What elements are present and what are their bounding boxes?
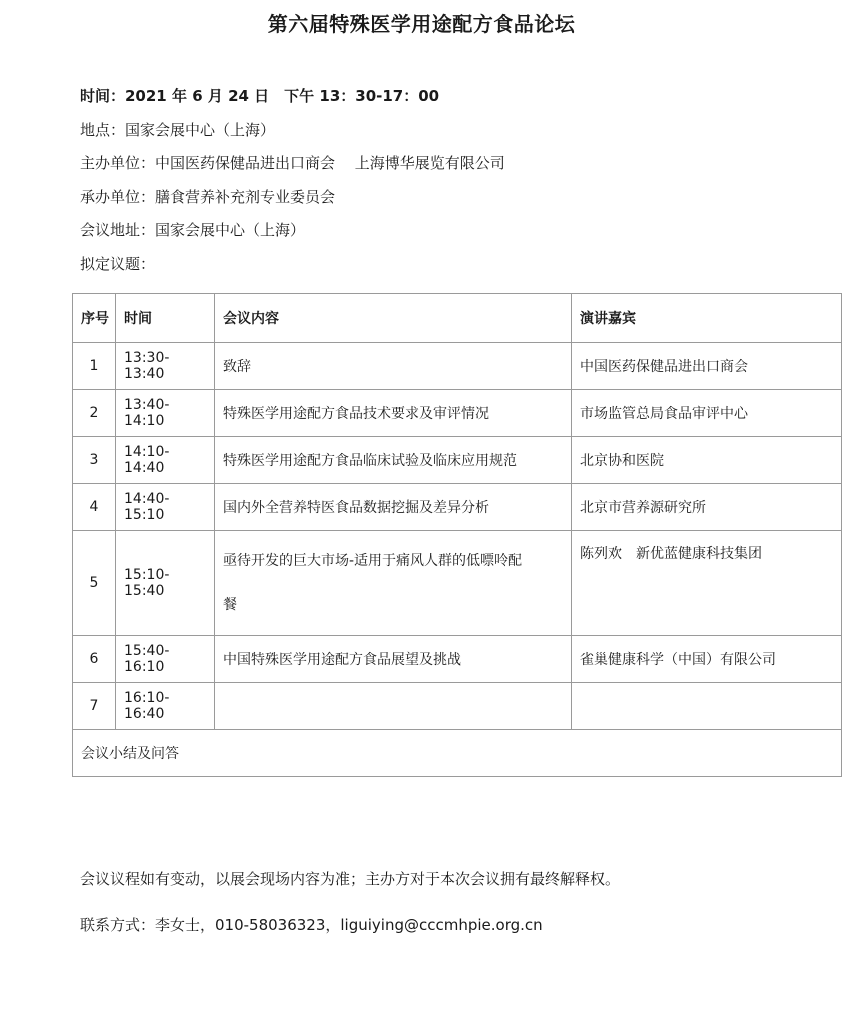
agenda-table: [72, 293, 842, 777]
row-time: 13:30-13:40: [116, 343, 215, 390]
table-row: [73, 636, 842, 683]
row-no: 5: [73, 531, 116, 636]
event-venue: 地点：国家会展中心（上海）: [80, 120, 276, 139]
event-time: 时间：2021 年 6 月 24 日 下午 13：30-17：00: [80, 87, 440, 105]
table-row: [73, 390, 842, 437]
header-speaker: 演讲嘉宾: [572, 294, 842, 343]
page-title: 第六届特殊医学用途配方食品论坛: [267, 12, 576, 36]
row-speaker: [572, 683, 842, 730]
table-row: [73, 437, 842, 484]
row-no: 1: [73, 343, 116, 390]
row-no: 6: [73, 636, 116, 683]
table-header-row: [73, 294, 842, 343]
row-speaker: 北京协和医院: [572, 437, 842, 484]
row-time: 13:40-14:10: [116, 390, 215, 437]
row-time: 16:10-16:40: [116, 683, 215, 730]
event-address: 会议地址：国家会展中心（上海）: [80, 221, 306, 239]
row-no: 7: [73, 683, 116, 730]
header-topic: 会议内容: [215, 294, 572, 343]
row-topic: 特殊医学用途配方食品技术要求及审评情况: [215, 390, 572, 437]
summary-row: [73, 730, 842, 777]
table-row: [73, 343, 842, 390]
row-speaker: 北京市营养源研究所: [572, 484, 842, 531]
event-info: [80, 86, 505, 287]
row-time: 15:10-15:40: [116, 531, 215, 636]
table-row: [73, 531, 842, 636]
row-topic: 国内外全营养特医食品数据挖掘及差异分析: [215, 484, 572, 531]
row-time: 14:10-14:40: [116, 437, 215, 484]
agenda-heading: 拟定议题：: [80, 254, 156, 273]
contact-info: 联系方式：李女士，010-58036323，liguiying@cccmhpie.org.cn: [80, 916, 543, 934]
row-no: 2: [73, 390, 116, 437]
row-topic: [215, 531, 572, 636]
row-topic-line: 餐: [223, 597, 237, 613]
row-topic: 中国特殊医学用途配方食品展望及挑战: [215, 636, 572, 683]
row-speaker: 陈列欢 新优蓝健康科技集团: [572, 531, 842, 636]
row-no: 3: [73, 437, 116, 484]
summary-cell: 会议小结及问答: [73, 730, 842, 777]
event-organizer: 主办单位：中国医药保健品进出口商会 上海博华展览有限公司: [80, 154, 505, 172]
row-time: 14:40-15:10: [116, 484, 215, 531]
table-row: [73, 484, 842, 531]
row-topic: [215, 683, 572, 730]
row-speaker: 雀巢健康科学（中国）有限公司: [572, 636, 842, 683]
row-speaker: 中国医药保健品进出口商会: [572, 343, 842, 390]
row-topic-line: 亟待开发的巨大市场-适用于痛风人群的低嘌呤配: [223, 553, 523, 569]
table-row: [73, 683, 842, 730]
header-no: 序号: [73, 294, 116, 343]
row-topic: 致辞: [215, 343, 572, 390]
disclaimer-note: 会议议程如有变动，以展会现场内容为准；主办方对于本次会议拥有最终解释权。: [80, 870, 621, 888]
header-time: 时间: [116, 294, 215, 343]
row-time: 15:40-16:10: [116, 636, 215, 683]
row-topic: 特殊医学用途配方食品临床试验及临床应用规范: [215, 437, 572, 484]
row-speaker: 市场监管总局食品审评中心: [572, 390, 842, 437]
event-co-organizer: 承办单位：膳食营养补充剂专业委员会: [80, 187, 336, 206]
row-no: 4: [73, 484, 116, 531]
